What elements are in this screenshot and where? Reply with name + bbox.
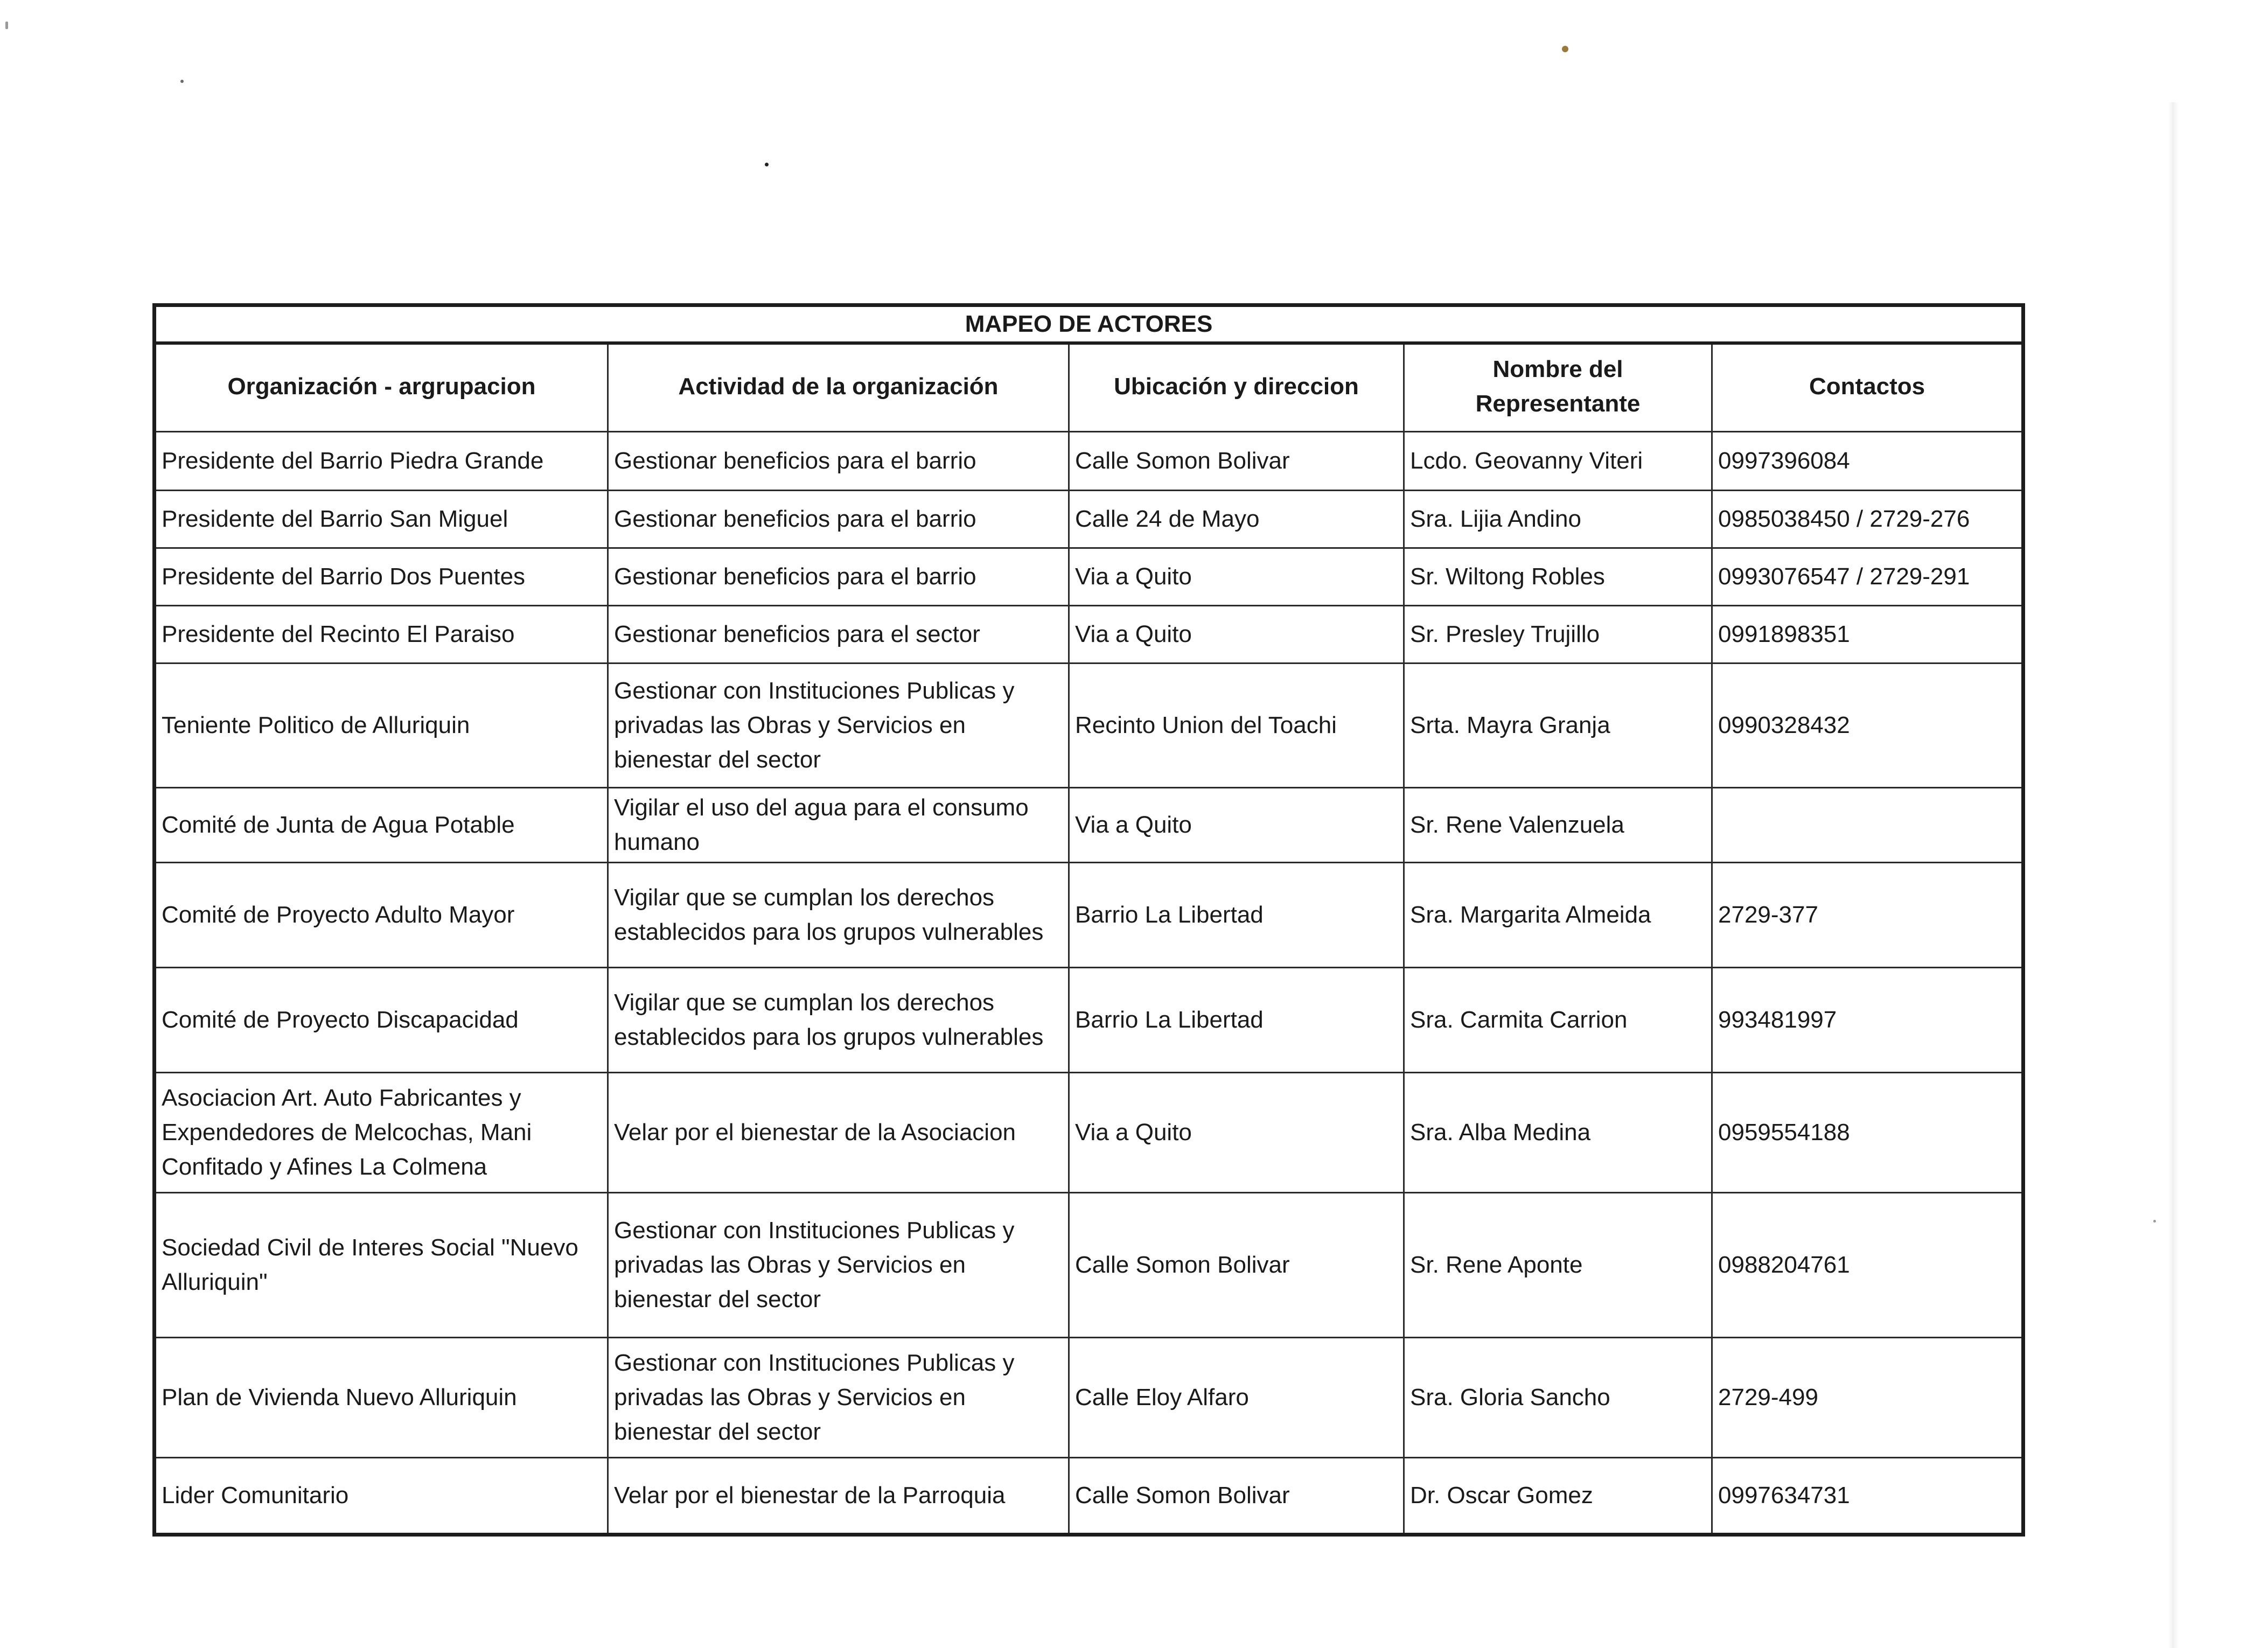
cell-organizacion: Comité de Proyecto Adulto Mayor bbox=[155, 863, 608, 968]
scan-speck bbox=[2153, 1220, 2156, 1223]
cell-organizacion: Comité de Junta de Agua Potable bbox=[155, 788, 608, 863]
cell-ubicacion: Calle Somon Bolivar bbox=[1069, 1193, 1404, 1338]
table-row bbox=[155, 1338, 2023, 1458]
header-row bbox=[155, 343, 2023, 432]
cell-ubicacion: Via a Quito bbox=[1069, 548, 1404, 606]
cell-ubicacion: Via a Quito bbox=[1069, 606, 1404, 664]
column-header-contactos: Contactos bbox=[1712, 343, 2023, 432]
cell-contactos: 0991898351 bbox=[1712, 606, 2023, 664]
cell-organizacion: Sociedad Civil de Interes Social "Nuevo Alluriquin" bbox=[155, 1193, 608, 1338]
cell-organizacion: Asociacion Art. Auto Fabricantes y Expendedores de Melcochas, Mani Confitado y Afines La Colmena bbox=[155, 1073, 608, 1193]
cell-contactos: 0990328432 bbox=[1712, 664, 2023, 788]
cell-actividad: Velar por el bienestar de la Asociacion bbox=[608, 1073, 1069, 1193]
page-edge-shadow bbox=[2168, 102, 2179, 1648]
cell-actividad: Gestionar con Instituciones Publicas y privadas las Obras y Servicios en bienestar del sector bbox=[608, 1193, 1069, 1338]
cell-ubicacion: Via a Quito bbox=[1069, 788, 1404, 863]
cell-actividad: Gestionar beneficios para el barrio bbox=[608, 548, 1069, 606]
actors-table bbox=[152, 303, 2025, 1537]
scan-speck bbox=[765, 163, 769, 166]
cell-actividad: Velar por el bienestar de la Parroquia bbox=[608, 1458, 1069, 1535]
cell-contactos: 0997634731 bbox=[1712, 1458, 2023, 1535]
cell-representante: Sra. Carmita Carrion bbox=[1404, 968, 1712, 1073]
cell-organizacion: Lider Comunitario bbox=[155, 1458, 608, 1535]
table-row bbox=[155, 606, 2023, 664]
column-header-representante: Nombre del Representante bbox=[1404, 343, 1712, 432]
table-title: MAPEO DE ACTORES bbox=[155, 305, 2023, 344]
scan-speck bbox=[5, 22, 8, 29]
table-row bbox=[155, 548, 2023, 606]
scan-speck bbox=[1562, 46, 1568, 52]
table-row bbox=[155, 1458, 2023, 1535]
cell-ubicacion: Via a Quito bbox=[1069, 1073, 1404, 1193]
cell-ubicacion: Barrio La Libertad bbox=[1069, 968, 1404, 1073]
cell-organizacion: Presidente del Barrio Piedra Grande bbox=[155, 432, 608, 491]
cell-ubicacion: Calle 24 de Mayo bbox=[1069, 491, 1404, 548]
cell-contactos: 993481997 bbox=[1712, 968, 2023, 1073]
cell-representante: Sr. Rene Aponte bbox=[1404, 1193, 1712, 1338]
table-row bbox=[155, 968, 2023, 1073]
cell-actividad: Vigilar el uso del agua para el consumo humano bbox=[608, 788, 1069, 863]
cell-organizacion: Presidente del Recinto El Paraiso bbox=[155, 606, 608, 664]
cell-actividad: Vigilar que se cumplan los derechos establecidos para los grupos vulnerables bbox=[608, 863, 1069, 968]
table-row bbox=[155, 788, 2023, 863]
cell-actividad: Gestionar beneficios para el sector bbox=[608, 606, 1069, 664]
cell-ubicacion: Calle Eloy Alfaro bbox=[1069, 1338, 1404, 1458]
cell-representante: Sr. Rene Valenzuela bbox=[1404, 788, 1712, 863]
cell-contactos: 0985038450 / 2729-276 bbox=[1712, 491, 2023, 548]
cell-organizacion: Presidente del Barrio San Miguel bbox=[155, 491, 608, 548]
cell-actividad: Gestionar con Instituciones Publicas y privadas las Obras y Servicios en bienestar del sector bbox=[608, 664, 1069, 788]
column-header-ubicacion: Ubicación y direccion bbox=[1069, 343, 1404, 432]
column-header-organizacion: Organización - argrupacion bbox=[155, 343, 608, 432]
cell-contactos: 0959554188 bbox=[1712, 1073, 2023, 1193]
cell-representante: Srta. Mayra Granja bbox=[1404, 664, 1712, 788]
table-row bbox=[155, 1073, 2023, 1193]
cell-actividad: Vigilar que se cumplan los derechos establecidos para los grupos vulnerables bbox=[608, 968, 1069, 1073]
cell-ubicacion: Recinto Union del Toachi bbox=[1069, 664, 1404, 788]
cell-representante: Sra. Lijia Andino bbox=[1404, 491, 1712, 548]
cell-ubicacion: Calle Somon Bolivar bbox=[1069, 1458, 1404, 1535]
cell-representante: Sr. Wiltong Robles bbox=[1404, 548, 1712, 606]
cell-contactos: 2729-377 bbox=[1712, 863, 2023, 968]
cell-contactos: 2729-499 bbox=[1712, 1338, 2023, 1458]
cell-contactos: 0997396084 bbox=[1712, 432, 2023, 491]
cell-organizacion: Teniente Politico de Alluriquin bbox=[155, 664, 608, 788]
cell-ubicacion: Barrio La Libertad bbox=[1069, 863, 1404, 968]
cell-representante: Sra. Alba Medina bbox=[1404, 1073, 1712, 1193]
scanned-sheet bbox=[152, 303, 2021, 1537]
cell-actividad: Gestionar con Instituciones Publicas y privadas las Obras y Servicios en bienestar del sector bbox=[608, 1338, 1069, 1458]
table-row bbox=[155, 432, 2023, 491]
cell-representante: Lcdo. Geovanny Viteri bbox=[1404, 432, 1712, 491]
table-row bbox=[155, 1193, 2023, 1338]
cell-representante: Sra. Gloria Sancho bbox=[1404, 1338, 1712, 1458]
cell-contactos bbox=[1712, 788, 2023, 863]
cell-organizacion: Presidente del Barrio Dos Puentes bbox=[155, 548, 608, 606]
scan-speck bbox=[180, 80, 184, 83]
table-row bbox=[155, 664, 2023, 788]
cell-contactos: 0988204761 bbox=[1712, 1193, 2023, 1338]
cell-representante: Sra. Margarita Almeida bbox=[1404, 863, 1712, 968]
cell-representante: Sr. Presley Trujillo bbox=[1404, 606, 1712, 664]
table-row bbox=[155, 863, 2023, 968]
column-header-actividad: Actividad de la organización bbox=[608, 343, 1069, 432]
cell-contactos: 0993076547 / 2729-291 bbox=[1712, 548, 2023, 606]
cell-organizacion: Plan de Vivienda Nuevo Alluriquin bbox=[155, 1338, 608, 1458]
cell-organizacion: Comité de Proyecto Discapacidad bbox=[155, 968, 608, 1073]
cell-actividad: Gestionar beneficios para el barrio bbox=[608, 432, 1069, 491]
table-row bbox=[155, 491, 2023, 548]
cell-actividad: Gestionar beneficios para el barrio bbox=[608, 491, 1069, 548]
cell-representante: Dr. Oscar Gomez bbox=[1404, 1458, 1712, 1535]
cell-ubicacion: Calle Somon Bolivar bbox=[1069, 432, 1404, 491]
